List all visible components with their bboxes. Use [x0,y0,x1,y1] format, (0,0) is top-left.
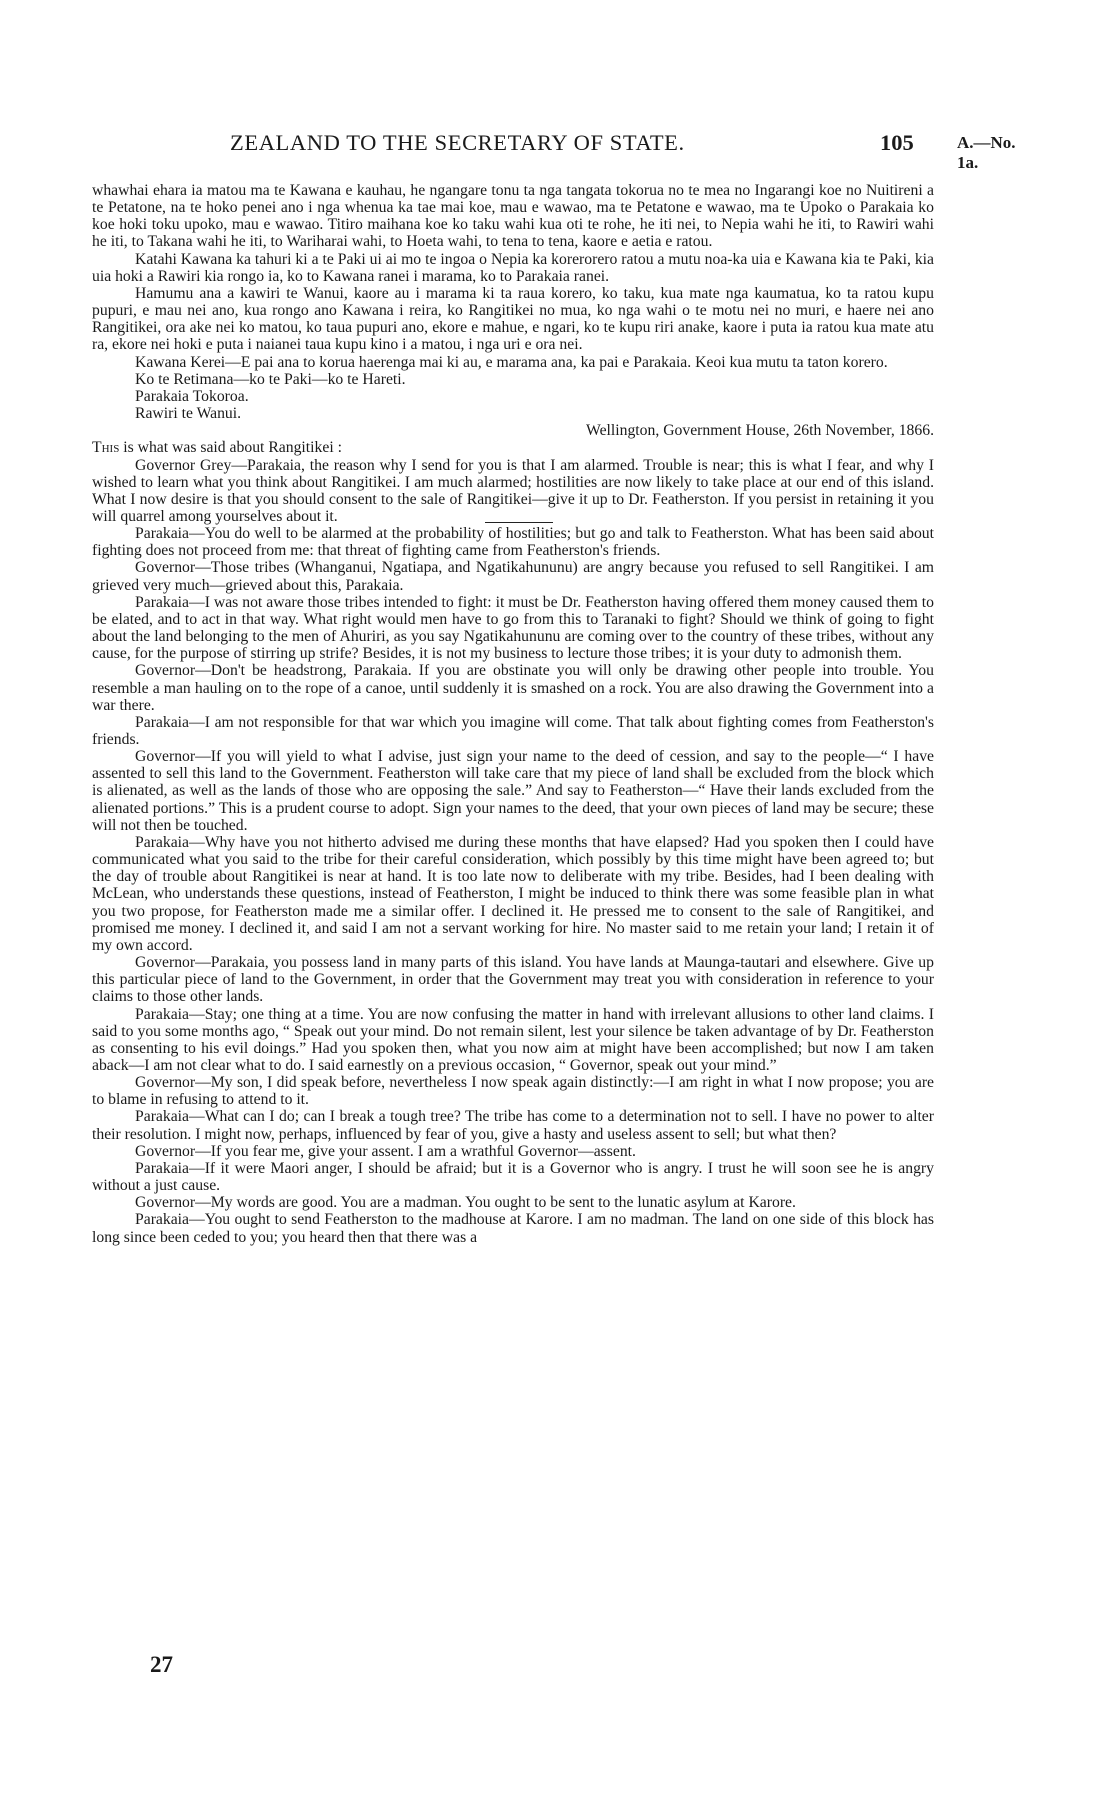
dialogue-paragraph: Governor—Those tribes (Whanganui, Ngatiapa, and Ngatikahununu) are angry because you refused to sell Rangitikei. I am grieved very much—grieved about this, Parakaia. [92,559,934,594]
intro-text: is what was said about Rangitikei : [119,439,342,457]
document-body [92,182,934,1246]
page-number: 105 [880,130,914,155]
maori-paragraph: Katahi Kawana ka tahuri ki a te Paki ui ai mo te ingoa o Nepia ka korerorero ratou a mutu noa-ka uia e Kawana kia te Paki, kia uia hoki a Rawiri kia rongo ia, ko to Kawana ranei i marama, ko to Parakaia ranei. [92,250,934,285]
dialogue-paragraph: Parakaia—You do well to be alarmed at the probability of hostilities; but go and talk to Featherston. What has been said about fighting does not proceed from me: that threat of fighting came from Featherston's friends. [92,525,934,560]
dateline: Wellington, Government House, 26th November, 1866. [586,422,934,440]
signatory-line: Ko te Retimana—ko te Paki—ko te Hareti. [135,370,406,388]
dialogue-paragraph: Governor—Parakaia, you possess land in many parts of this island. You have lands at Maunga-tautari and elsewhere. Give up this particular piece of land to the Government, in order that the Government may treat you with consideration in reference to your claims to those other lands. [92,954,934,1006]
signature-mark: 27 [150,1652,173,1677]
dialogue-paragraph: Parakaia—I am not responsible for that war which you imagine will come. That talk about fighting comes from Featherston's friends. [92,713,934,748]
paper-reference: A.—No. 1a. [957,133,1016,172]
running-title: ZEALAND TO THE SECRETARY OF STATE. [230,130,685,155]
dialogue-paragraph: Parakaia—Stay; one thing at a time. You are now confusing the matter in hand with irrelevant allusions to other land claims. I said to you some months ago, “ Speak out your mind. Do not remain silent, lest your silence be taken advantage of by Dr. Featherston as consenting to his evil doings.” Had you spoken then, what you now aim at might have been accomplished; but now I am taken aback—I am not clear what to do. I said earnestly on a previous occasion, “ Governor, speak out your mind.” [92,1005,934,1074]
maori-paragraph: Hamumu ana a kawiri te Wanui, kaore au i marama ki ta raua korero, ko taku, kua mate nga kaumatua, ko ta ratou kupu pupuri, e mau nei ano, kua rongo ano Kawana i reira, ko Rangitikei no mua, ko nga wahi o te motu nei no muri, e haere nei ano Rangitikei, ora ake nei ko matou, ko taua pupuri ano, ekore e mahue, e ngari, ko te kupu riri anake, kaore i puta ia ratou kua mate atu ra, ekore nei hoki e puta i naianei taua kupu kino i a matou, i nga uri e ora nei. [92,284,934,354]
page-header [92,130,1032,172]
signatory-line: Rawiri te Wanui. [135,405,242,423]
dialogue-paragraph: Governor—Don't be headstrong, Parakaia. If you are obstinate you will only be drawing other people into trouble. You resemble a man hauling on to the rope of a canoe, until suddenly it is smashed on a rock. You are also drawing the Government into a war there. [92,662,934,714]
dialogue-paragraph: Governor—My son, I did speak before, nevertheless I now speak again distinctly:—I am right in what I now propose; you are to blame in refusing to attend to it. [92,1074,934,1109]
dialogue-paragraph: Parakaia—If it were Maori anger, I should be afraid; but it is a Governor who is angry. I trust he will soon see he is angry without a just cause. [92,1159,934,1195]
maori-paragraph: Kawana Kerei—E pai ana to korua haerenga mai ki au, e marama ana, ka pai e Parakaia. Keoi kua mutu ta taton korero. [135,353,888,371]
intro-line [92,439,934,456]
signatory-list [92,371,934,422]
dialogue-paragraph: Parakaia—Why have you not hitherto advised me during these months that have elapsed? Had you spoken then I could have communicated what you said to the tribe for their careful consideration, which possibly by this time might have been agreed to; but the day of trouble about Rangitikei is near at hand. It is too late now to deliberate with my tribe. Besides, had I been dealing with McLean, who understands these questions, instead of Featherston, I might be induced to think there was some feasible plan in what you two propose, for Featherston made me a similar offer. I declined it. He pressed me to consent to the sale of Rangitikei, and promised me money. I declined it, and said I am not a servant working for hire. No master said to me retain your land; I retain it of my own accord. [92,833,934,954]
dialogue-paragraph: Parakaia—What can I do; can I break a tough tree? The tribe has come to a determination not to sell. I have no power to alter their resolution. I might now, perhaps, influenced by fear of you, give a hasty and useless assent to sell; but what then? [92,1108,934,1143]
dialogue-paragraph: Governor—If you will yield to what I advise, just sign your name to the deed of cession, and say to the people—“ I have assented to sell this land to the Government. Featherston will take care that my piece of land shall be excluded from the block which is alienated, as well as the lands of those who are opposing the sale.” And say to Featherston—“ Have their lands excluded from the alienated portions.” This is a prudent course to adopt. Sign your names to the deed, that your own pieces of land may be secure; these will not then be touched. [92,748,934,834]
signatory-line: Parakaia Tokoroa. [135,387,249,405]
section-divider [485,522,553,523]
dialogue-paragraph: Governor—If you fear me, give your assent. I am a wrathful Governor—assent. [135,1142,636,1160]
dialogue-paragraph: Parakaia—I was not aware those tribes intended to fight: it must be Dr. Featherston having offered them money caused them to be elated, and to act in that way. What right would men have to go from this to Taranaki to fight? Should we think of going to fight about the land belonging to the men of Ahuriri, as you say Ngatikahununu are coming over to the country of these tribes, without any cause, for the purpose of stirring up strife? Besides, it is not my business to lecture those tribes; it is your duty to admonish them. [92,593,934,663]
maori-paragraph: whawhai ehara ia matou ma te Kawana e kauhau, he ngangare tonu ta nga tangata tokorua no te mea no Ingarangi koe no Nuitireni a te Petatone, na te hoko penei ano i nga whenua ka tae mai koe, mau e wawao, ma te Petatone e wawao, ma te Upoko o Parakaia ko koe hoki toku upoko, mau e wawao. Titiro maihana koe ko taku wahi kua oti te rohe, he iti nei, to Nepia wahi he iti, to Rawiri wahi he iti, to Takana wahi he iti, to Wariharai wahi, to Hoeta wahi, to tena to tena, kaore e aetia e ratou. [92,182,934,251]
dialogue-paragraph: Governor Grey—Parakaia, the reason why I send for you is that I am alarmed. Trouble is near; this is what I fear, and why I wished to learn what you think about Rangitikei. I am much alarmed; hostilities are now likely to take place at our end of this island. What I now desire is that you should consent to the sale of Rangitikei—give it up to Dr. Featherston. If you persist in retaining it you will quarrel among yourselves about it. [92,456,934,525]
dialogue-paragraph: Governor—My words are good. You are a madman. You ought to be sent to the lunatic asylum at Karore. [135,1194,796,1212]
dialogue-paragraph: Parakaia—You ought to send Featherston to the madhouse at Karore. I am no madman. The land on one side of this block has long since been ceded to you; you heard then that there was a [92,1211,934,1246]
intro-lead-word: This [92,439,120,457]
